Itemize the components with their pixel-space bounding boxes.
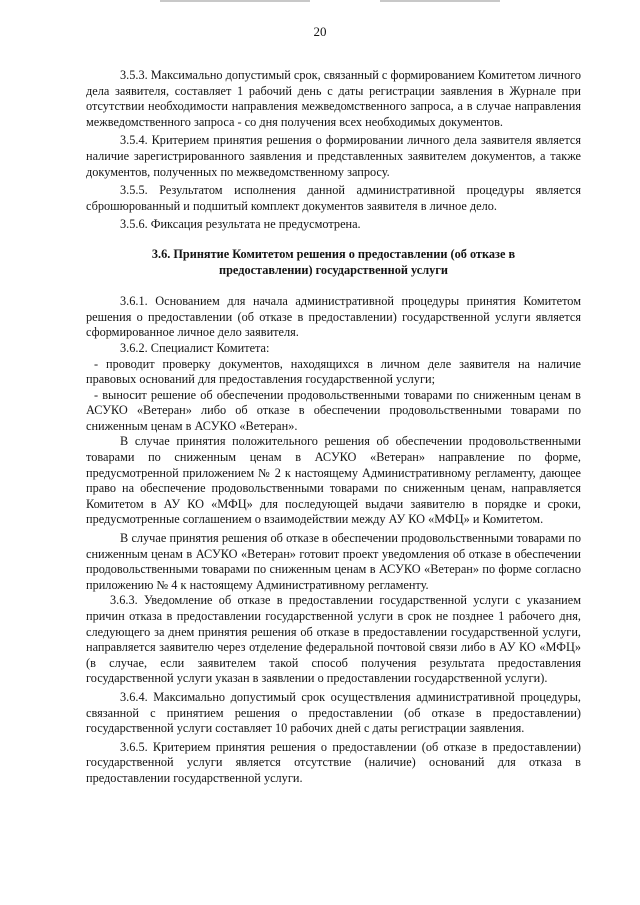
paragraph-refusal-decision: В случае принятия решения об отказе в обеспечении продовольственными товарами по сниженным ценам в АСУКО «Ветеран» готовит проект уведомления об отказе в обеспечении продовольственными товарами по сниженным ценам в АСУКО «Ветеран» по форме согласно приложению № 4 к настоящему Административному регламенту. [86,531,581,592]
paragraph-3-6-3: 3.6.3. Уведомление об отказе в предоставлении государственной услуги с указанием причин отказа в предоставлении государственной услуги в срок не позднее 1 рабочего дня, следующего за днем принятия решения об отказе в предоставлении государственной услуги, направляется заявителю через отделение федеральной почтовой связи либо в АУ КО «МФЦ» (в случае, если заявителем такой способ получения результата предоставления государственной услуги указан в заявлении о предоставлении государственной услуги). [86,593,581,686]
paragraph-3-5-5: 3.5.5. Результатом исполнения данной административной процедуры является сброшюрованный и подшитый комплект документов заявителя в личное дело. [86,183,581,213]
paragraph-3-6-1: 3.6.1. Основанием для начала административной процедуры принятия Комитетом решения о предоставлении (об отказе в предоставлении) государственной услуги является сформированное личное дело заявителя. [86,294,581,340]
paragraph-positive-decision: В случае принятия положительного решения об обеспечении продовольственными товарами по сниженным ценам в АСУКО «Ветеран» направление по форме, предусмотренной приложением № 2 к настоящему Административному регламенту, дающее право на обеспечение продовольственными товарами по сниженным ценам, направляется Комитетом в АУ КО «МФЦ» для последующей выдачи заявителю в порядке и сроки, предусмотренные соглашением о взаимодействии между АУ КО «МФЦ» и Комитетом. [86,434,581,527]
paragraph-3-6-5: 3.6.5. Критерием принятия решения о предоставлении (об отказе в предоставлении) государственной услуги является отсутствие (наличие) оснований для отказа в предоставлении государственной услуги. [86,739,581,785]
page-number: 20 [313,24,327,39]
scan-edge-mark [160,0,310,2]
list-item-make-decision: - выносит решение об обеспечении продовольственными товарами по сниженным ценам в АСУКО «Ветеран» либо об отказе в обеспечении продовольственными товарами по сниженным ценам в АСУКО «Ветеран». [86,387,581,433]
paragraph-3-5-4: 3.5.4. Критерием принятия решения о формировании личного дела заявителя является наличие зарегистрированного заявления и представленных заявителем документов, а также документов, полученных по межведомственному запросу. [86,133,581,179]
paragraph-3-5-6: 3.5.6. Фиксация результата не предусмотрена. [120,217,361,232]
paragraph-3-5-3: 3.5.3. Максимально допустимый срок, связанный с формированием Комитетом личного дела заявителя, составляет 1 рабочий день с даты регистрации заявления в Журнале при отсутствии необходимости направления межведомственного запроса, а в случае направления межведомственного запроса - со дня получения всех необходимых документов. [86,68,581,129]
section-heading-3-6: 3.6. Принятие Комитетом решения о предоставлении (об отказе в предоставлении) государственной услуги [151,246,516,277]
document-body [86,68,581,787]
paragraph-3-6-4: 3.6.4. Максимально допустимый срок осуществления административной процедуры, связанной с принятием решения о предоставлении (об отказе в предоставлении) государственной услуги составляет 10 рабочих дней с даты регистрации заявления. [86,689,581,736]
list-item-check-documents: - проводит проверку документов, находящихся в личном деле заявителя на наличие правовых оснований для предоставления государственной услуги; [86,356,581,387]
scan-edge-mark [380,0,500,2]
paragraph-3-6-2: 3.6.2. Специалист Комитета: [120,340,270,355]
